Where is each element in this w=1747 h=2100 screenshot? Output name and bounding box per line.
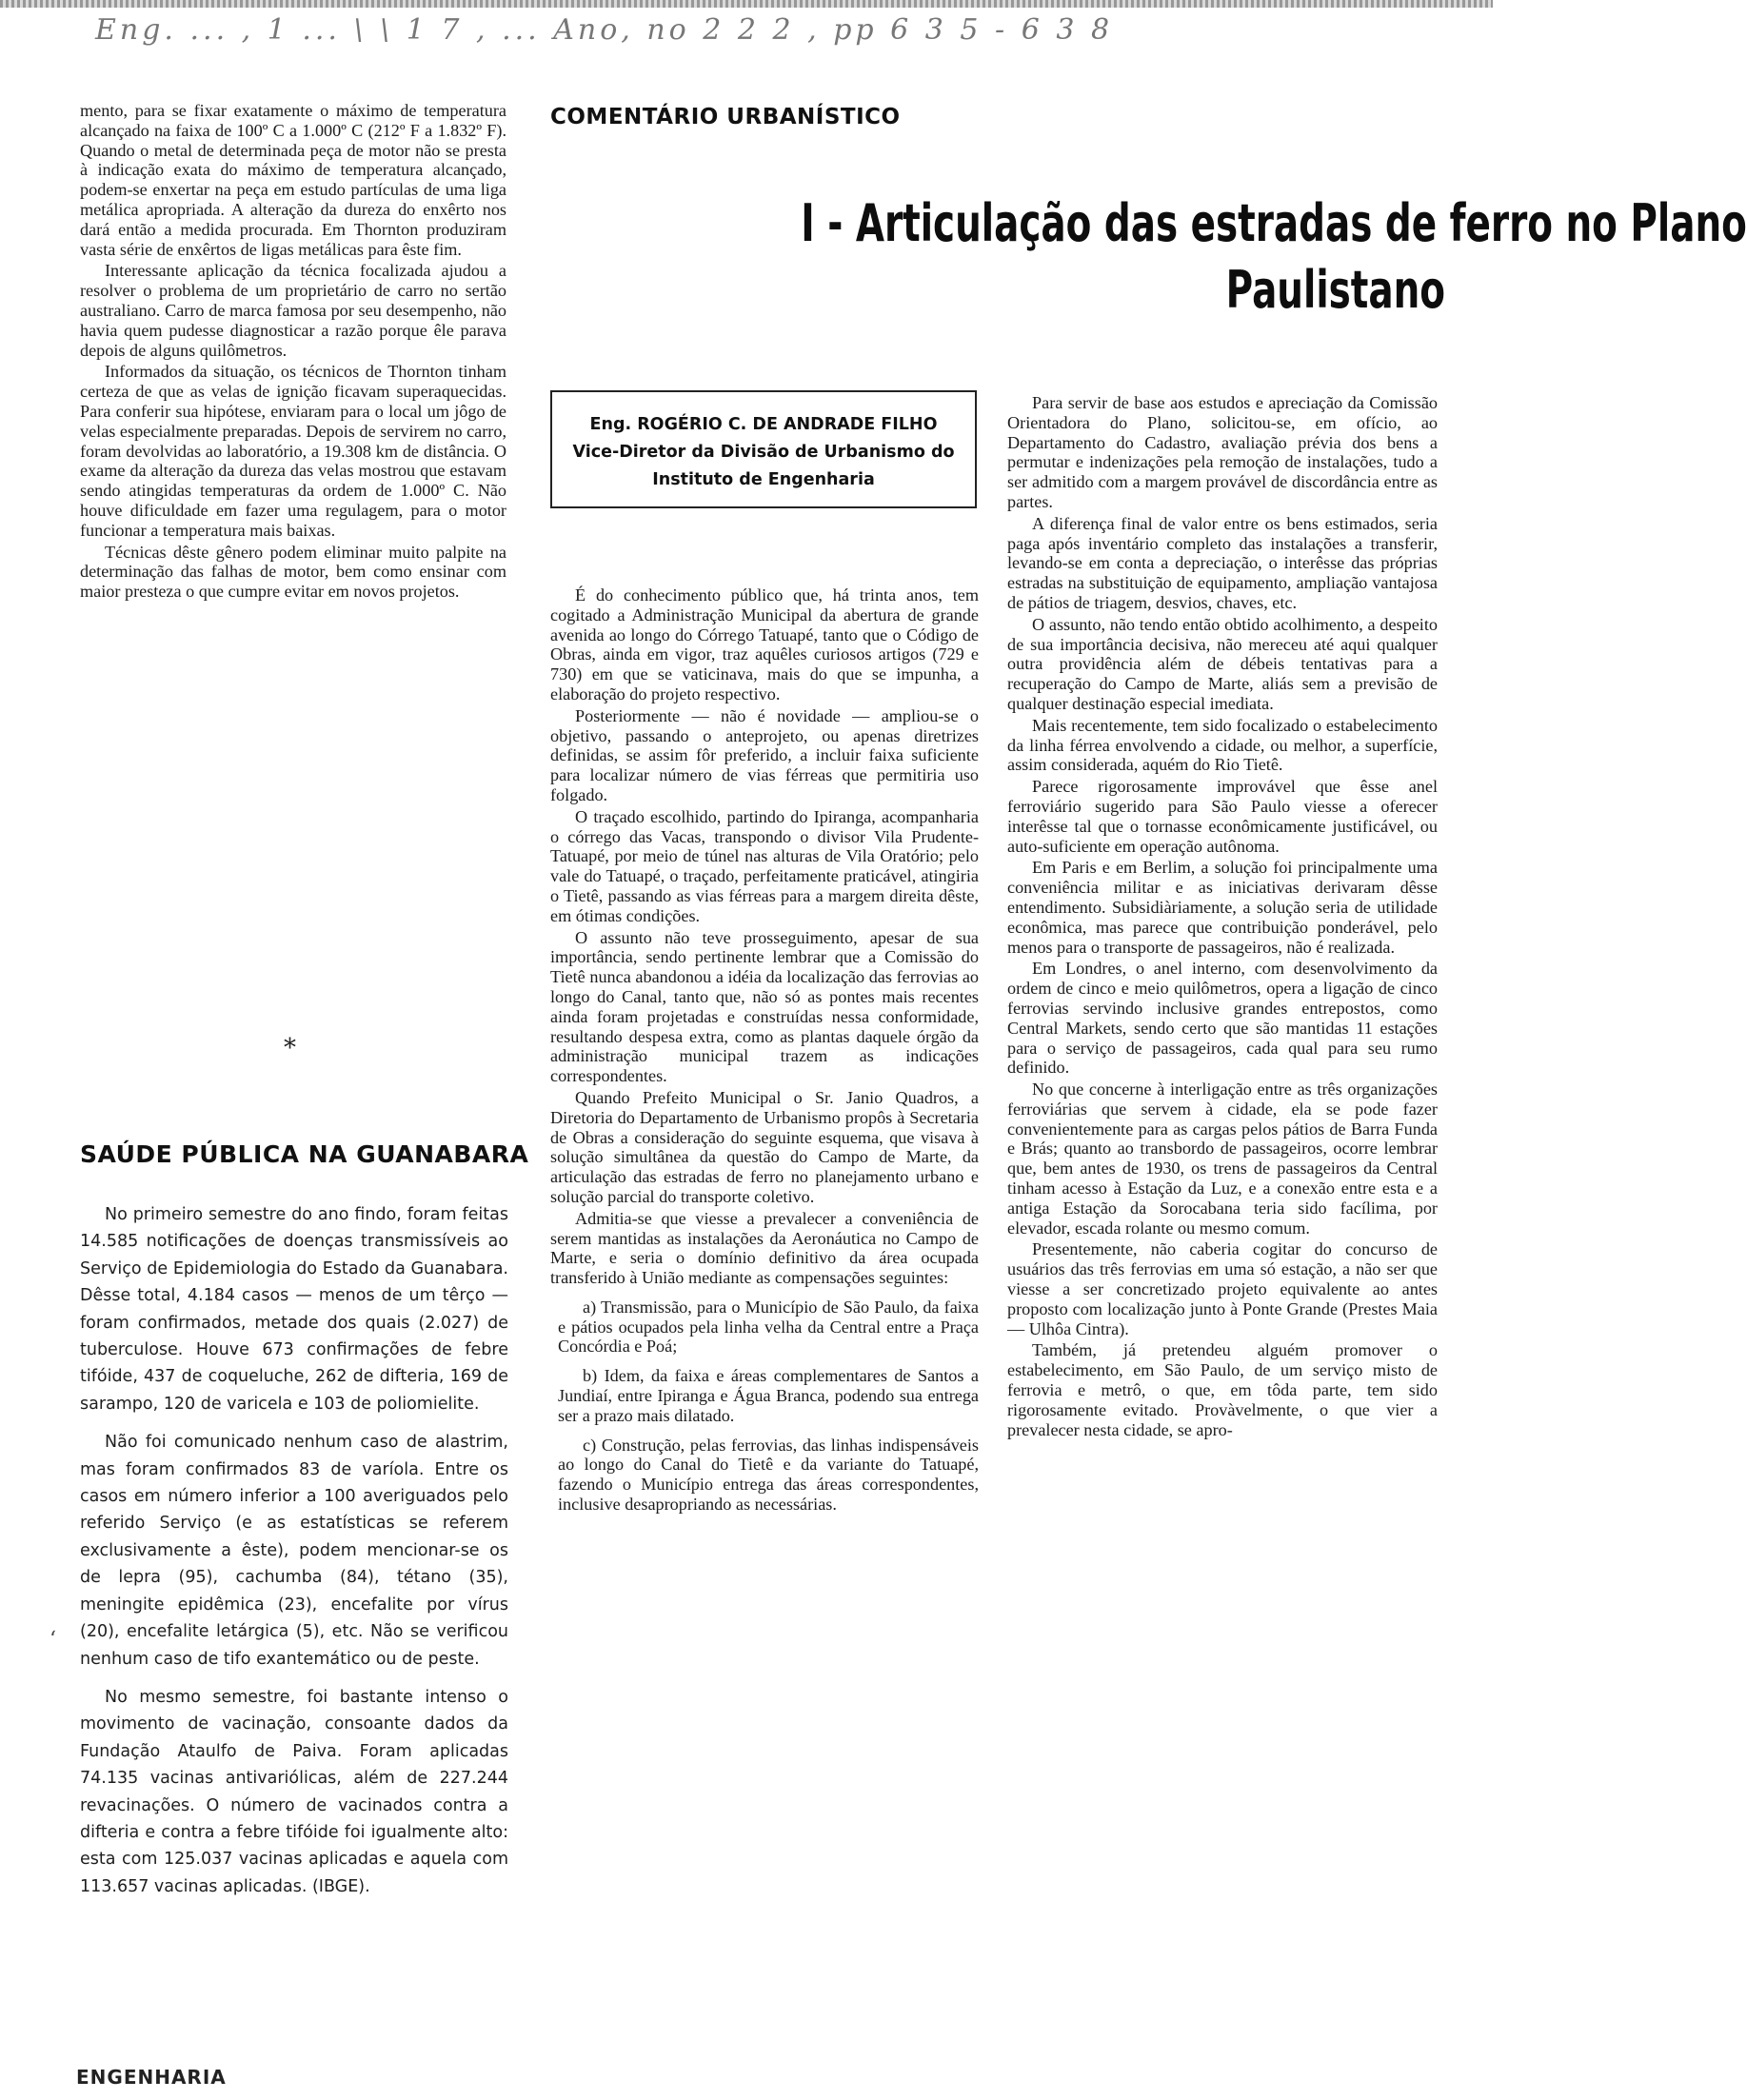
comentario-section-label: COMENTÁRIO URBANÍSTICO (550, 105, 901, 129)
article-title (801, 190, 1747, 324)
right-paragraph-4: Mais recentemente, tem sido focalizado o estabelecimento da linha férrea envolvendo a cidade, ou melhor, a superfície, assim considerada, aquém do Rio Tietê. (1007, 715, 1438, 775)
middle-paragraph-2: Posteriormente — não é novidade — ampliou-se o objetivo, passando o anteprojeto, ou apenas diretrizes definidas, se assim fôr preferido, a incluir faixa suficiente para localizar número de vias férreas que permitiria uso folgado. (550, 705, 979, 804)
right-paragraph-3: O assunto, não tendo então obtido acolhimento, a despeito de sua importância decisiva, não mereceu até aqui qualquer outra providência além de débeis tentativas para a recuperação do Campo de Marte, aliás sem a previsão de qualquer destinação especial imediata. (1007, 614, 1438, 713)
scan-edge (0, 0, 1493, 8)
left-paragraph-2: Interessante aplicação da técnica focalizada ajudou a resolver o problema de um proprietário de carro no sertão australiano. Carro de marca famosa por seu desempenho, não havia quem pudesse diagnosticar a razão porque êle parava depois de alguns quilômetros. (80, 261, 506, 360)
author-institution: Instituto de Engenharia (652, 470, 875, 489)
compensation-item-a: a) Transmissão, para o Município de São Paulo, da faixa e pátios ocupados pela linha velha da Central entre a Praça Concórdia e Poá; (558, 1297, 979, 1357)
right-column-article (1007, 393, 1438, 1441)
left-paragraph-4: Técnicas dêste gênero podem eliminar muito palpite na determinação das falhas de motor, bem como ensinar com maior presteza o que cumpre evitar em novos projetos. (80, 542, 506, 602)
right-paragraph-6: Em Paris e em Berlim, a solução foi principalmente uma conveniência militar e as iniciativas derivaram dêsse entendimento. Subsidiàriamente, a solução seria de utilidade econômica, mas parece que contribuição ponderável, pelo menos para o transporte de passageiros, não é realizada. (1007, 858, 1438, 957)
compensation-item-b: b) Idem, da faixa e áreas complementares de Santos a Jundiaí, entre Ipiranga e Água Branca, podendo sua entrega ser a prazo mais dilatado. (558, 1366, 979, 1425)
author-box (550, 390, 977, 508)
right-paragraph-9: Presentemente, não caberia cogitar do concurso de usuários das três ferrovias em uma só estação, a não ser que viesse a ser concretizado projeto equivalente ao antes proposto com localização junto à Ponte Grande (Prestes Maia — Ulhôa Cintra). (1007, 1239, 1438, 1338)
right-paragraph-10: Também, já pretendeu alguém promover o estabelecimento, em São Paulo, de um serviço misto de ferrovia e metrô, o que, em tôda parte, tem sido rigorosamente evitado. Provàvelmente, o que vier a prevalecer nesta cidade, se apro- (1007, 1340, 1438, 1439)
right-paragraph-5: Parece rigorosamente improvável que êsse anel ferroviário sugerido para São Paulo viesse a oferecer interêsse tal que o tornasse econômicamente justificável, ou auto-suficiente em operação autônoma. (1007, 777, 1438, 856)
saude-article (80, 1201, 508, 1912)
separator-star: * (284, 1034, 296, 1062)
compensation-item-c: c) Construção, pelas ferrovias, das linhas indispensáveis ao longo do Canal do Tietê e da variante do Tatuapé, fazendo o Município entrega das áreas correspondentes, inclusive desapropriando as necessárias. (558, 1435, 979, 1515)
middle-column-article (550, 585, 979, 1518)
saude-paragraph-3: No mesmo semestre, foi bastante intenso o movimento de vacinação, consoante dados da Fundação Ataulfo de Paiva. Foram aplicadas 74.135 vacinas antivariólicas, além de 227.244 revacinações. O número de vacinados contra a difteria e contra a febre tifóide foi igualmente alto: esta com 125.037 vacinas aplicadas e aquela com 113.657 vacinas aplicadas. (IBGE). (80, 1687, 508, 1896)
middle-paragraph-5: Quando Prefeito Municipal o Sr. Janio Quadros, a Diretoria do Departamento de Urbanismo propôs à Secretaria de Obras a consideração do seguinte esquema, que visava à solução simultânea da questão do Campo de Marte, da articulação das estradas de ferro no planejamento urbano e solução parcial do transporte coletivo. (550, 1087, 979, 1206)
right-paragraph-8: No que concerne à interligação entre as três organizações ferroviárias que servem à cidade, ela se pode fazer convenientemente para as cargas pelos pátios de Barra Funda e Brás; quanto ao transbordo de passageiros, ocorre lembrar que, bem antes de 1930, os trens de passageiros da Central tinham acesso à Estação da Luz, e a conexão entre esta e a antiga Estação da Sorocabana teria sido facílima, por elevador, escada rolante ou mesmo comum. (1007, 1080, 1438, 1238)
saude-paragraph-1: No primeiro semestre do ano findo, foram feitas 14.585 notificações de doenças transmissíveis ao Serviço de Epidemiologia do Estado da Guanabara. Dêsse total, 4.184 casos — menos de um têrço — foram confirmados, metade dos quais (2.027) de tuberculose. Houve 673 confirmações de febre tifóide, 437 de coqueluche, 262 de difteria, 169 de sarampo, 120 de varicela e 103 de poliomielite. (80, 1205, 508, 1414)
saude-heading: SAÚDE PÚBLICA NA GUANABARA (80, 1140, 529, 1168)
middle-paragraph-4: O assunto não teve prosseguimento, apesar de sua importância, sendo pertinente lembrar que a Comissão do Tietê nunca abandonou a idéia da localização das ferrovias ao longo do Canal, tanto que, não só as pontes mais recentes ainda foram projetadas e construídas nessa conformidade, resultando despesa extra, como as plantas daquele órgão da administração municipal trazem as indicações correspondentes. (550, 927, 979, 1086)
right-paragraph-2: A diferença final de valor entre os bens estimados, seria paga após inventário completo das instalações a transferir, levando-se em conta a depreciação, o interêsse das próprias estradas na substituição de equipamento, ampliação vantajosa de pátios de triagem, desvios, chaves, etc. (1007, 513, 1438, 612)
right-paragraph-7: Em Londres, o anel interno, com desenvolvimento da ordem de cinco e meio quilômetros, opera a ligação de cinco ferrovias servindo inclusive grandes entrepostos, como Central Markets, sendo certo que são mantidas 11 estações para o serviço de passageiros, cada qual para seu rumo definido. (1007, 959, 1438, 1078)
author-name: Eng. ROGÉRIO C. DE ANDRADE FILHO (589, 415, 938, 434)
saude-paragraph-2: Não foi comunicado nenhum caso de alastrim, mas foram confirmados 83 de varíola. Entre os casos em número inferior a 100 averiguados pelo referido Serviço (e as estatísticas se referem exclusivamente a êste), podem mencionar-se os de lepra (95), cachumba (84), tétano (35), meningite epidêmica (23), encefalite por vírus (20), encefalite letárgica (5), etc. Não se verificou nenhum caso de tifo exantemático ou de peste. (80, 1433, 508, 1669)
middle-paragraph-6: Admitia-se que viesse a prevalecer a conveniência de serem mantidas as instalações da Aeronáutica no Campo de Marte, e seria o domínio definitivo da área ocupada transferido à União mediante as compensações seguintes: (550, 1208, 979, 1288)
article-title-line-1: I - Articulação das estradas de ferro no Plano (801, 193, 1747, 253)
left-paragraph-3: Informados da situação, os técnicos de Thornton tinham certeza de que as velas de ignição ficavam superaquecidas. Para conferir sua hipótese, enviaram para o local um jôgo de velas especialmente preparadas. Depois de servirem no carro, foram devolvidas ao laboratório, a 19.308 km de distância. O exame da alteração da dureza das velas mostrou que estavam sendo atingidas temperaturas da ordem de 1.000º C. Não houve dificuldade em fazer uma regulagem, para o motor funcionar a temperatura mais baixas. (80, 362, 506, 540)
left-column-article (80, 101, 506, 604)
running-footer: ENGENHARIA (76, 2066, 227, 2089)
handwritten-reference-note: Eng. ... , 1 ... \ \ 1 7 , ... Ano, no 2 2 2 , pp 6 3 5 - 6 3 8 (95, 13, 1114, 47)
middle-paragraph-3: O traçado escolhido, partindo do Ipiranga, acompanharia o córrego das Vacas, transpondo o divisor Vila Prudente-Tatuapé, por meio de túnel nas alturas de Vila Oratório; pelo vale do Tatuapé, o traçado, perfeitamente praticável, atingiria o Tietê, passando as vias férreas para a margem direita dêste, em ótimas condições. (550, 806, 979, 925)
margin-mark: ʻ (50, 1628, 56, 1652)
right-paragraph-1: Para servir de base aos estudos e apreciação da Comissão Orientadora do Plano, solicitou-se, em ofício, ao Departamento do Cadastro, avaliação prévia dos bens a permutar e indenizações pela remoção de instalações, tudo a ser admitido com a margem provável de discordância entre as partes. (1007, 393, 1438, 511)
author-role: Vice-Diretor da Divisão de Urbanismo do (572, 443, 955, 462)
middle-paragraph-1: É do conhecimento público que, há trinta anos, tem cogitado a Administração Municipal da abertura de grande avenida ao longo do Córrego Tatuapé, tanto que o Código de Obras, ainda em vigor, traz aquêles curiosos artigos (729 e 730) em que se vaticinava, mais do que se impunha, a elaboração do projeto respectivo. (550, 585, 979, 703)
left-paragraph-1: mento, para se fixar exatamente o máximo de temperatura alcançado na faixa de 100º C a 1.000º C (212º F a 1.832º F). Quando o metal de determinada peça de motor não se presta à indicação exata do máximo de temperatura alcançado, podem-se enxertar na peça em estudo partículas de uma liga metálica apropriada. A alteração da dureza do enxêrto nos dará então a medida procurada. Em Thornton produziram vasta série de enxêrtos de ligas metálicas para êste fim. (80, 101, 506, 259)
article-title-line-2: Paulistano (1225, 260, 1445, 320)
